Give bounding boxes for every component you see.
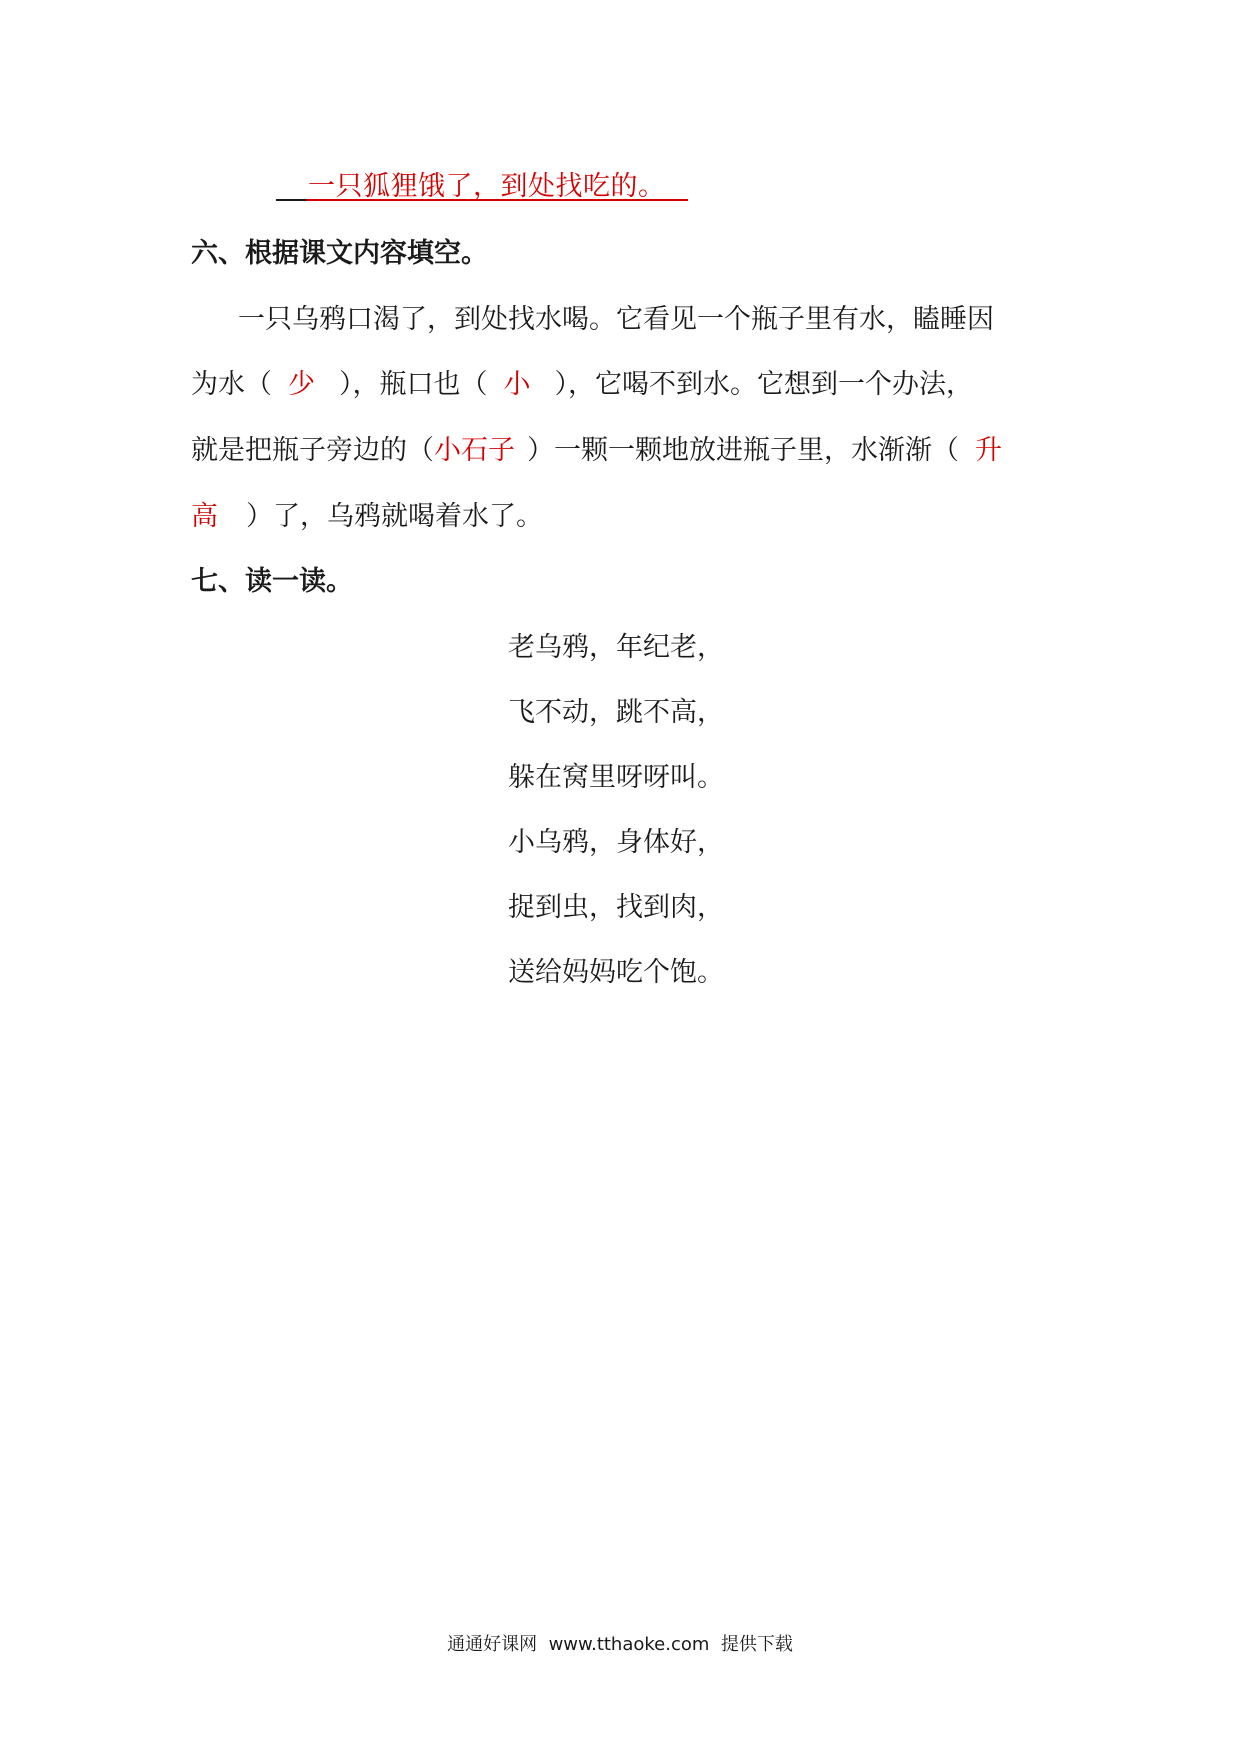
answer-blank-4-part2: 高 — [191, 501, 218, 532]
answer-blank-1: 少 — [288, 369, 315, 400]
poem — [508, 625, 724, 1015]
footer-source-note: 通通好课网 www.tthaoke.com 提供下载 — [447, 1634, 793, 1655]
poem-line: 捉到虫，找到肉， — [508, 892, 724, 923]
section-6-heading: 六、根据课文内容填空。 — [191, 238, 488, 269]
paragraph-text: ），它喝不到水。它想到一个办法， — [554, 369, 973, 400]
poem-line: 送给妈妈吃个饱。 — [508, 957, 724, 988]
paragraph-text: ）一颗一颗地放进瓶子里，水渐渐（ — [527, 435, 959, 466]
poem-line: 小乌鸦，身体好， — [508, 827, 724, 858]
poem-line: 飞不动，跳不高， — [508, 697, 724, 728]
poem-line: 老乌鸦，年纪老， — [508, 632, 724, 663]
section-7-heading: 七、读一读。 — [191, 566, 353, 597]
answer-blank-2: 小 — [503, 369, 531, 400]
paragraph-text: 一只乌鸦口渴了，到处找水喝。它看见一个瓶子里有水，瞌睡因 — [238, 304, 994, 335]
answer-blank-3: 小石子 — [434, 435, 515, 466]
paragraph-line-3 — [191, 428, 1059, 472]
answer-sentence: 一只狐狸饿了，到处找吃的。 — [308, 171, 666, 202]
paragraph-text: 就是把瓶子旁边的（ — [191, 435, 434, 466]
paragraph-line-2 — [191, 362, 1059, 406]
paragraph-text: ），瓶口也（ — [339, 369, 488, 400]
answer-line — [276, 160, 688, 204]
paragraph-line-1 — [191, 297, 1059, 341]
paragraph-text: ）了，乌鸦就喝着水了。 — [246, 501, 543, 532]
poem-line: 躲在窝里呀呀叫。 — [508, 762, 724, 793]
paragraph-line-4 — [191, 494, 1059, 538]
answer-blank-4-part1: 升 — [975, 435, 1002, 466]
paragraph-text: 为水（ — [191, 369, 272, 400]
